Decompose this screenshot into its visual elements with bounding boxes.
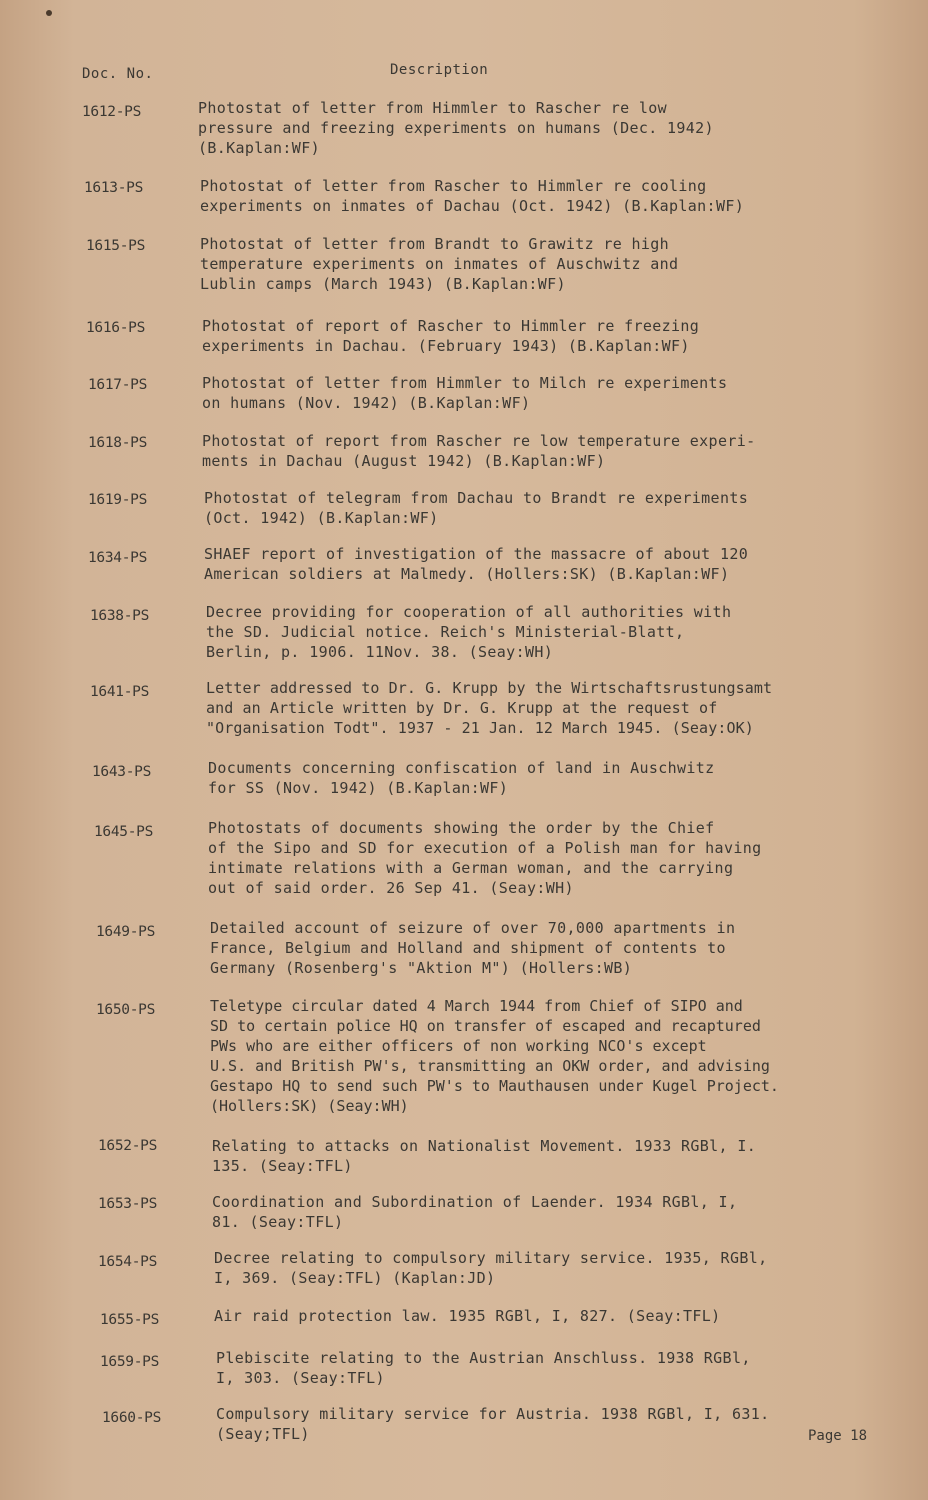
doc-number: 1638-PS (90, 608, 150, 624)
doc-description: Photostat of letter from Rascher to Himmler re cooling experiments on inmates of Dachau (Oct. 1942) (B.Kaplan:WF) (200, 177, 745, 215)
doc-number: 1650-PS (96, 1002, 156, 1018)
doc-description: Teletype circular dated 4 March 1944 from Chief of SIPO and SD to certain police HQ on transfer of escaped and recaptured PWs who are either officers of non working NCO's except U.S. and British PW's, transmitting an OKW order, and advising Gestapo HQ to send such PW's to Mauthausen under Kugel Project. (Hollers:SK) (Seay:WH) (210, 997, 779, 1115)
doc-number: 1659-PS (100, 1354, 160, 1370)
doc-number: 1619-PS (88, 492, 148, 508)
doc-description: Relating to attacks on Nationalist Movement. 1933 RGBl, I. 135. (Seay:TFL) (212, 1137, 757, 1175)
doc-number: 1654-PS (98, 1254, 158, 1270)
doc-description: Decree providing for cooperation of all authorities with the SD. Judicial notice. Reich's Ministerial-Blatt, Berlin, p. 1906. 11Nov. 38. (Seay:WH) (206, 603, 732, 661)
doc-number: 1634-PS (88, 550, 148, 566)
doc-description: Detailed account of seizure of over 70,000 apartments in France, Belgium and Holland and shipment of contents to Germany (Rosenberg's "Aktion M") (Hollers:WB) (210, 919, 736, 977)
doc-number: 1645-PS (94, 824, 154, 840)
doc-description: Plebiscite relating to the Austrian Anschluss. 1938 RGBl, I, 303. (Seay:TFL) (216, 1349, 751, 1387)
description-header: Description (390, 62, 489, 78)
doc-number: 1652-PS (98, 1138, 158, 1154)
doc-number: 1660-PS (102, 1410, 162, 1426)
doc-description: SHAEF report of investigation of the massacre of about 120 American soldiers at Malmedy. (Hollers:SK) (B.Kaplan:WF) (204, 545, 749, 583)
doc-description: Letter addressed to Dr. G. Krupp by the Wirtschaftsrustungsamt and an Article written by Dr. G. Krupp at the request of "Organisation Todt". 1937 - 21 Jan. 12 March 1945. (Seay:OK) (206, 679, 773, 737)
doc-number: 1618-PS (88, 435, 148, 451)
doc-description: Air raid protection law. 1935 RGBl, I, 827. (Seay:TFL) (214, 1307, 721, 1325)
doc-number: 1616-PS (86, 320, 146, 336)
doc-description: Photostat of letter from Himmler to Rascher re low pressure and freezing experiments on humans (Dec. 1942) (B.Kaplan:WF) (198, 99, 714, 157)
doc-number: 1612-PS (82, 104, 142, 120)
doc-number: 1643-PS (92, 764, 152, 780)
doc-number: 1655-PS (100, 1312, 160, 1328)
doc-description: Photostat of report of Rascher to Himmler re freezing experiments in Dachau. (February 1943) (B.Kaplan:WF) (202, 317, 700, 355)
doc-description: Photostat of letter from Brandt to Grawitz re high temperature experiments on inmates of Auschwitz and Lublin camps (March 1943) (B.Kaplan:WF) (200, 235, 679, 293)
doc-no-header: Doc. No. (82, 66, 154, 82)
doc-description: Photostats of documents showing the order by the Chief of the Sipo and SD for execution of a Polish man for having intimate relations with a German woman, and the carrying out of said order. 26 Sep 41. (Seay:WH) (208, 819, 762, 897)
doc-number: 1617-PS (88, 377, 148, 393)
doc-number: 1613-PS (84, 180, 144, 196)
punch-hole-mark (46, 10, 52, 16)
doc-number: 1615-PS (86, 238, 146, 254)
doc-number: 1649-PS (96, 924, 156, 940)
doc-description: Photostat of telegram from Dachau to Brandt re experiments (Oct. 1942) (B.Kaplan:WF) (204, 489, 749, 527)
doc-description: Photostat of report from Rascher re low temperature experi- ments in Dachau (August 1942) (B.Kaplan:WF) (202, 432, 756, 470)
doc-description: Photostat of letter from Himmler to Milch re experiments on humans (Nov. 1942) (B.Kaplan:WF) (202, 374, 728, 412)
page-number: Page 18 (808, 1428, 868, 1444)
doc-description: Compulsory military service for Austria. 1938 RGBl, I, 631. (Seay;TFL) (216, 1405, 770, 1443)
doc-description: Decree relating to compulsory military service. 1935, RGBl, I, 369. (Seay:TFL) (Kaplan:JD) (214, 1249, 768, 1287)
doc-number: 1641-PS (90, 684, 150, 700)
doc-description: Coordination and Subordination of Laender. 1934 RGBl, I, 81. (Seay:TFL) (212, 1193, 738, 1231)
doc-number: 1653-PS (98, 1196, 158, 1212)
doc-description: Documents concerning confiscation of land in Auschwitz for SS (Nov. 1942) (B.Kaplan:WF) (208, 759, 715, 797)
